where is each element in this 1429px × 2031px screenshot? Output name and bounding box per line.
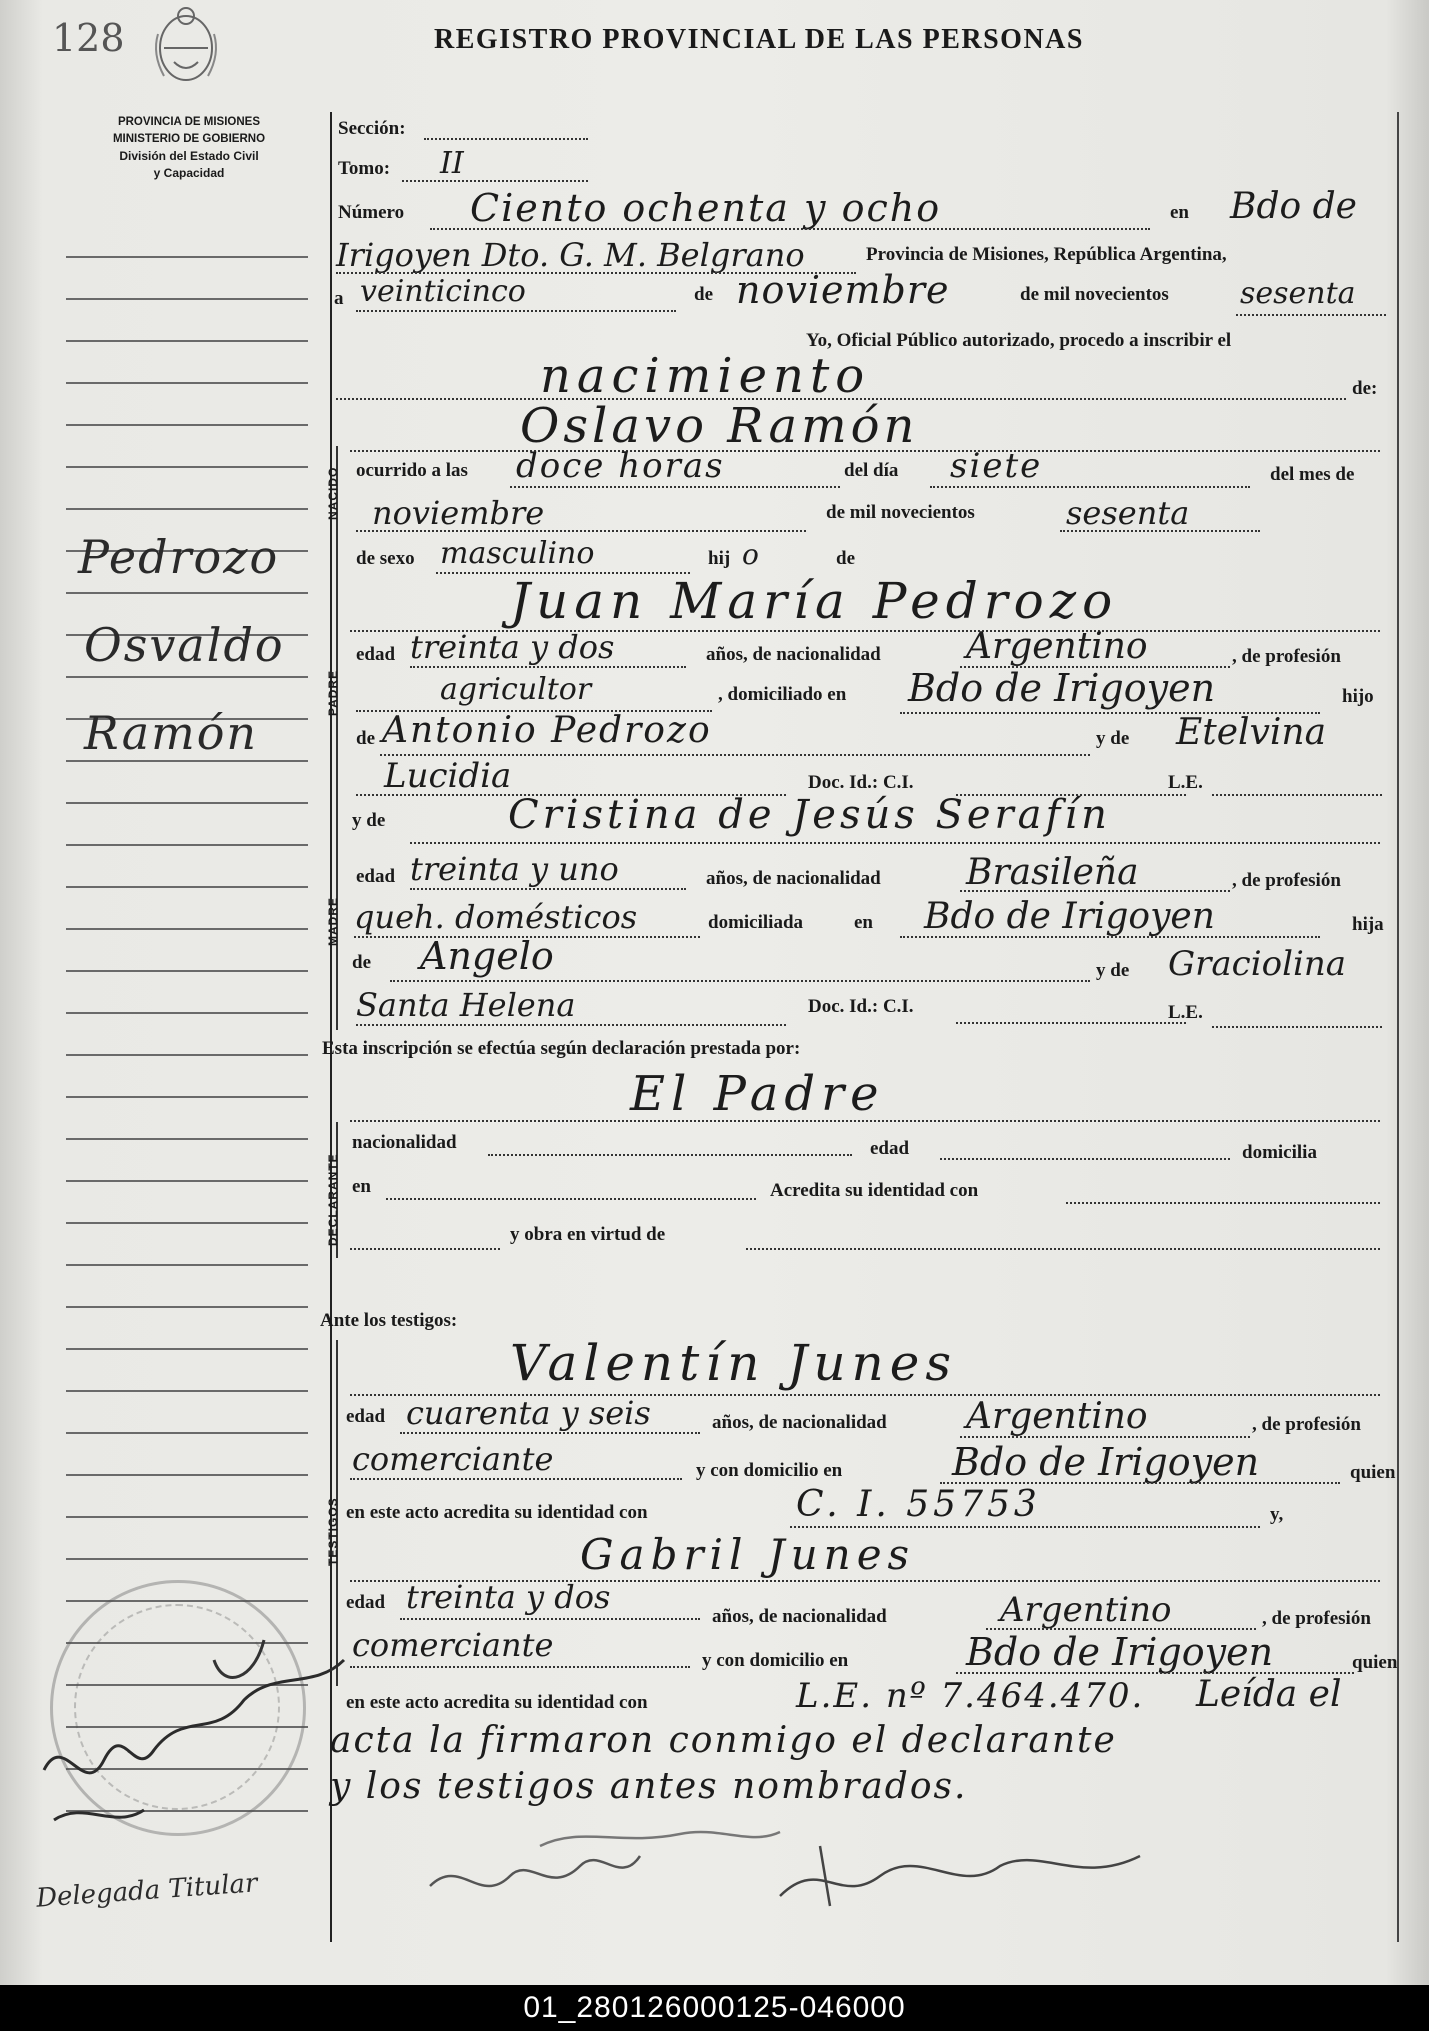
dotted-line	[430, 228, 1150, 230]
label-hija: hija	[1352, 914, 1384, 935]
dotted-line	[956, 1022, 1186, 1024]
t1-edad-value: cuarenta y seis	[406, 1394, 651, 1432]
label-a: a	[334, 288, 344, 309]
label-profesion2: , de profesión	[1232, 870, 1341, 891]
side-label-padre: PADRE	[326, 669, 340, 716]
declarante-value: El Padre	[630, 1066, 885, 1122]
dotted-line	[402, 180, 588, 182]
label-edad4: edad	[346, 1406, 386, 1427]
dotted-line	[350, 1666, 690, 1668]
dotted-line	[410, 666, 686, 668]
label-de2: de	[836, 548, 855, 569]
numero-value: Ciento ochenta y ocho	[470, 186, 942, 230]
dotted-line	[350, 1478, 682, 1480]
dotted-line	[350, 1120, 1380, 1122]
madre-dom-value: Bdo de Irigoyen	[924, 896, 1215, 937]
place-value: Bdo de	[1230, 186, 1357, 227]
margin-name: Osvaldo	[84, 618, 285, 672]
delegada-signature: Delegada Titular	[35, 1868, 259, 1914]
place-cont-value: Irigoyen Dto. G. M. Belgrano	[336, 236, 805, 274]
t2-nac-value: Argentino	[1000, 1590, 1172, 1630]
dotted-line	[356, 310, 676, 312]
dept-line: PROVINCIA DE MISIONES	[117, 116, 261, 128]
hij-suffix-value: o	[742, 538, 759, 571]
label-profesion: , de profesión	[1232, 646, 1341, 667]
anio-value: sesenta	[1240, 276, 1356, 311]
label-acredita2: en este acto acredita su identidad con	[346, 1502, 648, 1523]
t1-nac-value: Argentino	[966, 1396, 1148, 1437]
dept-line: y Capacidad	[153, 166, 225, 180]
leida1-value: Leída el	[1196, 1674, 1342, 1715]
tomo-value: II	[440, 146, 464, 181]
label-quien2: quien	[1352, 1652, 1398, 1673]
label-anos-nac4: años, de nacionalidad	[712, 1606, 887, 1627]
dotted-line	[350, 450, 1380, 452]
t1-dom-value: Bdo de Irigoyen	[952, 1440, 1260, 1484]
label-y-comma: y,	[1270, 1504, 1284, 1525]
signature-registrar-icon	[14, 1620, 374, 1880]
leida2-value: acta la firmaron conmigo el declarante	[330, 1720, 1117, 1761]
padre-edad-value: treinta y dos	[410, 628, 615, 666]
label-obra: y obra en virtud de	[510, 1224, 666, 1245]
dotted-line	[790, 1526, 1260, 1528]
margin-surname: Pedrozo	[78, 530, 280, 584]
side-label-declarante: DECLARANTE	[326, 1153, 340, 1246]
madre-value: Cristina de Jesús Serafín	[508, 792, 1111, 838]
dotted-line	[356, 530, 806, 532]
label-hij: hij	[708, 548, 731, 569]
label-anos-nac: años, de nacionalidad	[706, 644, 881, 665]
t2-edad-value: treinta y dos	[406, 1578, 611, 1616]
dotted-line	[350, 1248, 500, 1250]
dotted-line	[400, 1432, 700, 1434]
t1-prof-value: comerciante	[352, 1440, 554, 1478]
dotted-line	[410, 888, 686, 890]
label-yo: Yo, Oficial Público autorizado, procedo a inscribir el	[806, 330, 1232, 351]
label-seccion: Sección:	[338, 118, 406, 139]
label-esta-inscripcion: Esta inscripción se efectúa según declaración prestada por:	[322, 1038, 801, 1059]
signatures-witnesses-icon	[420, 1816, 1180, 1926]
label-y-de: y de	[1096, 728, 1130, 749]
label-anos-nac2: años, de nacionalidad	[706, 868, 881, 889]
t2-dom-value: Bdo de Irigoyen	[966, 1630, 1274, 1674]
dotted-line	[940, 1158, 1230, 1160]
dotted-line	[1066, 1202, 1380, 1204]
dotted-line	[386, 1198, 756, 1200]
dotted-line	[390, 980, 1090, 982]
label-quien: quien	[1350, 1462, 1396, 1483]
label-y-de3: y de	[1096, 960, 1130, 981]
abuela-m2-value: Santa Helena	[356, 986, 576, 1024]
abuela-p2-value: Lucidia	[384, 756, 512, 796]
dotted-line	[400, 1618, 700, 1620]
label-domiciliada: domiciliada	[708, 912, 804, 933]
label-de-sexo: de sexo	[356, 548, 415, 569]
label-anos-nac3: años, de nacionalidad	[712, 1412, 887, 1433]
dia-nac-value: siete	[950, 446, 1043, 486]
label-doc-id2: Doc. Id.: C.I.	[808, 996, 914, 1017]
side-label-madre: MADRE	[326, 897, 340, 946]
nombre-value: Oslavo Ramón	[520, 398, 919, 454]
label-edad5: edad	[346, 1592, 386, 1613]
label-hijo: hijo	[1342, 686, 1374, 707]
label-con-domicilio2: y con domicilio en	[702, 1650, 849, 1671]
label-en3: en	[352, 1176, 371, 1197]
label-acredita: Acredita su identidad con	[770, 1180, 979, 1201]
dotted-line	[930, 486, 1250, 488]
madre-nac-value: Brasileña	[966, 852, 1139, 893]
dotted-line	[410, 842, 1380, 844]
abuelo-p-value: Antonio Pedrozo	[382, 710, 712, 751]
dotted-line	[510, 486, 840, 488]
dotted-line	[960, 1436, 1250, 1438]
label-del-dia: del día	[844, 460, 899, 481]
madre-edad-value: treinta y uno	[410, 850, 619, 888]
dotted-line	[746, 1248, 1380, 1250]
side-label-nacido: NACIDO	[326, 466, 340, 520]
label-de3: de	[356, 728, 375, 749]
mes-nac-value: noviembre	[372, 494, 545, 532]
padre-nac-value: Argentino	[966, 626, 1148, 667]
label-ante: Ante los testigos:	[320, 1310, 458, 1331]
sexo-value: masculino	[440, 536, 595, 571]
hora-value: doce horas	[516, 446, 725, 486]
coat-of-arms-icon	[150, 4, 222, 88]
abuela-p1-value: Etelvina	[1176, 712, 1327, 753]
dotted-line	[1212, 1026, 1382, 1028]
abuelo-m-value: Angelo	[420, 934, 554, 978]
label-le: L.E.	[1168, 772, 1203, 793]
testigo1-value: Valentín Junes	[510, 1334, 957, 1392]
leida3-value: y los testigos antes nombrados.	[330, 1766, 968, 1807]
label-acredita3: en este acto acredita su identidad con	[346, 1692, 648, 1713]
dept-line: MINISTERIO DE GOBIERNO	[112, 133, 266, 145]
dotted-line	[356, 1024, 786, 1026]
acto-value: nacimiento	[540, 348, 871, 404]
label-le2: L.E.	[1168, 1002, 1203, 1023]
label-doc-id: Doc. Id.: C.I.	[808, 772, 914, 793]
dept-line: División del Estado Civil	[119, 149, 259, 163]
abuela-m1-value: Graciolina	[1168, 944, 1346, 984]
padre-value: Juan María Pedrozo	[510, 572, 1119, 630]
dotted-line	[1236, 314, 1386, 316]
label-domicilia: domicilia	[1242, 1142, 1317, 1163]
label-edad2: edad	[356, 866, 396, 887]
label-profesion3: , de profesión	[1252, 1414, 1361, 1435]
label-tomo: Tomo:	[338, 158, 391, 179]
label-de4: de	[352, 952, 371, 973]
margin-name: Ramón	[84, 706, 259, 760]
t2-prof-value: comerciante	[352, 1626, 554, 1664]
madre-prof-value: queh. domésticos	[354, 898, 638, 936]
label-en2: en	[854, 912, 873, 933]
padre-prof-value: agricultor	[440, 672, 592, 707]
label-numero: Número	[338, 202, 405, 223]
dotted-line	[960, 890, 1230, 892]
padre-dom-value: Bdo de Irigoyen	[908, 666, 1216, 710]
document-title: REGISTRO PROVINCIAL DE LAS PERSONAS	[434, 24, 1084, 55]
label-con-domicilio: y con domicilio en	[696, 1460, 843, 1481]
dotted-line	[424, 138, 588, 140]
t1-id-value: C. I. 55753	[796, 1484, 1041, 1525]
mes-value: noviembre	[736, 268, 950, 312]
label-de-mil: de mil novecientos	[1020, 284, 1169, 305]
dotted-line	[1060, 530, 1260, 532]
label-del-mes: del mes de	[1270, 464, 1355, 485]
label-y-de2: y de	[352, 810, 386, 831]
t2-id-value: L.E. nº 7.464.470.	[796, 1676, 1145, 1716]
scan-id-footer: 01_280126000125-046000	[0, 1985, 1429, 2031]
page-number: 128	[52, 16, 125, 60]
label-provincia: Provincia de Misiones, República Argentina,	[866, 244, 1227, 265]
side-label-testigos: TESTIGOS	[326, 1497, 340, 1566]
label-nacionalidad: nacionalidad	[352, 1132, 457, 1153]
label-de-mil-nac: de mil novecientos	[826, 502, 975, 523]
dotted-line	[1212, 794, 1382, 796]
anio-nac-value: sesenta	[1066, 494, 1190, 532]
label-de: de	[694, 284, 713, 305]
dia-value: veinticinco	[360, 274, 526, 309]
label-domiciliado: , domiciliado en	[718, 684, 847, 705]
dotted-line	[488, 1154, 852, 1156]
label-ocurrido: ocurrido a las	[356, 460, 468, 481]
testigo2-value: Gabril Junes	[580, 1530, 916, 1579]
label-en: en	[1170, 202, 1189, 223]
label-edad: edad	[356, 644, 396, 665]
label-de-colon: de:	[1352, 378, 1378, 399]
label-profesion4: , de profesión	[1262, 1608, 1371, 1629]
dotted-line	[900, 936, 1320, 938]
label-edad3: edad	[870, 1138, 910, 1159]
department-header	[66, 114, 312, 182]
